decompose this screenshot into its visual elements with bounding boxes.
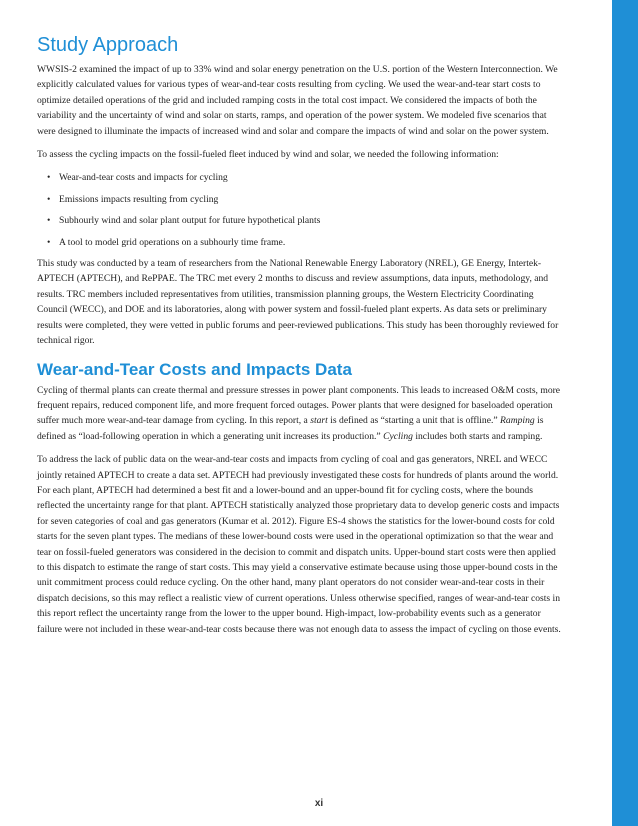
page-content — [37, 32, 565, 645]
info-needed-list — [37, 170, 565, 250]
list-item: • Emissions impacts resulting from cycling — [47, 192, 565, 207]
paragraph-study-intro: WWSIS-2 examined the impact of up to 33% wind and solar energy penetration on the U.S. portion of the Western Interconnection. We explicitly calculated values for various types of wear-and-tear costs resulting from cycling. We used the wear-and-tear start costs to optimize detailed operations of the grid and included ramping costs in the total cost impact. We considered the impacts of both the variability and the uncertainty of wind and solar on starts, ramps, and operation of the power system. We modeled five scenarios that were designed to illuminate the impacts of increased wind and solar and compare the impacts of wind and solar on the power system. — [37, 64, 558, 137]
side-accent-bar — [612, 0, 638, 826]
bullet-icon: • — [47, 215, 51, 227]
paragraph-research-team: This study was conducted by a team of researchers from the National Renewable Energy Laboratory (NREL), GE Energy, Intertek-APTECH (APTECH), and RePPAE. The TRC met every 2 months to discuss and review assumptions, data inputs, methodology, and results. TRC members included representatives from utilities, transmission planning groups, the Western Electricity Coordinating Council (WECC), and DOE and its laboratories, along with power system and fossil-fueled plant experts. As data sets or preliminary results were completed, they were vetted in public forums and peer-reviewed publications. This study has been thoroughly reviewed for technical rigor. — [37, 258, 559, 347]
bullet-icon: • — [47, 172, 51, 184]
section-title-study-approach: Study Approach — [37, 34, 179, 56]
section-title-wear-and-tear: Wear-and-Tear Costs and Impacts Data — [37, 359, 352, 379]
term-cycling: Cycling — [383, 430, 413, 442]
page-number: xi — [314, 798, 324, 809]
bullet-icon: • — [47, 193, 51, 205]
list-item: • A tool to model grid operations on a subhourly time frame. — [47, 235, 565, 250]
term-start: start — [310, 415, 328, 427]
list-item: • Subhourly wind and solar plant output for future hypothetical plants — [47, 213, 565, 228]
term-ramping: Ramping — [500, 415, 535, 427]
bullet-icon: • — [47, 236, 51, 248]
paragraph-cycling-definitions: Cycling of thermal plants can create thermal and pressure stresses in power plant components. This leads to increased O&M costs, more frequent repairs, reduced component life, and more frequent forced outages. Power plants that were designed for baseloaded operation suffer much more wear-and-tear damage from cycling. In this report, a start is defined as “starting a unit that is offline.” Ramping is defined as “load-following operation in which a generating unit increases its production.” Cycling includes both starts and ramping. — [37, 384, 561, 442]
list-item: • Wear-and-tear costs and impacts for cycling — [47, 170, 565, 185]
paragraph-aptech-data: To address the lack of public data on the wear-and-tear costs and impacts from cycling of coal and gas generators, NREL and WECC jointly retained APTECH to create a data set. APTECH had previously investigated these costs for hundreds of plants around the world. For each plant, APTECH had determined a best fit and a lower-bound and an upper-bound fit for cycling costs, where the bounds reflected the uncertainty range for that plant. APTECH statistically analyzed those proprietary data to develop generic costs and impacts for seven categories of coal and gas generators (Kumar et al. 2012). Figure ES-4 shows the statistics for the lower-bound costs for cold starts for the seven plant types. The medians of these lower-bound costs were used in the operational optimization so that the wear and tear on fossil-fueled generators was considered in the decision to commit and dispatch units. Upper-bound start costs were then applied to this dispatch to estimate the range of start costs. This may yield a conservative estimate because using those upper-bound costs in the unit commitment process could reduce cycling. On the other hand, many plant operators do not consider wear-and-tear costs in their dispatch decisions, so this may reflect a realistic view of current operations. Unless otherwise specified, ranges of wear-and-tear costs in this report reflect the uncertainty range from the lower to the upper bound. High-impact, low-probability events such as a generator failure were not included in these wear-and-tear costs because there was not enough data to assess the impact of cycling on those events. — [37, 454, 561, 635]
paragraph-info-needed: To assess the cycling impacts on the fossil-fueled fleet induced by wind and solar, we needed the following information: — [37, 149, 499, 161]
